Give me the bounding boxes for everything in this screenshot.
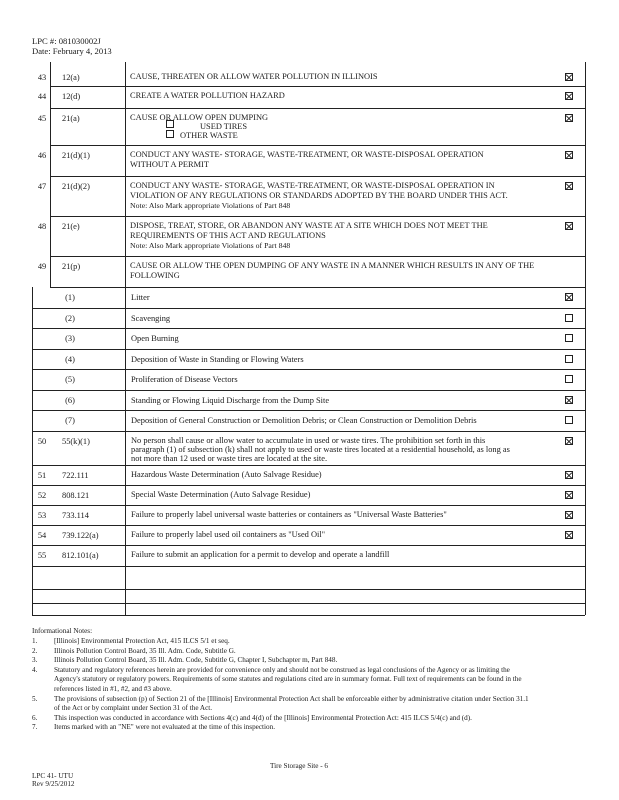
row-number: 55 [37, 551, 47, 560]
subrow-description: Proliferation of Disease Vectors [131, 375, 238, 384]
row-description: No person shall cause or allow water to accumulate in used or waste tires. The prohibition set forth in this [131, 436, 486, 445]
section-ref: 739.122(a) [62, 531, 99, 540]
section-ref: 722.111 [62, 471, 89, 480]
subrow-number: (5) [65, 375, 75, 384]
row-description: CAUSE, THREATEN OR ALLOW WATER POLLUTION IN ILLINOIS [130, 72, 378, 81]
row-divider [32, 390, 585, 391]
row-divider [50, 287, 585, 288]
row-number: 43 [37, 73, 47, 82]
note-text: The provisions of subsection (p) of Section 21 of the [Illinois] Environmental Protection Act shall be enforceable either by administrative citation under Section 31.1 [54, 694, 529, 703]
row-number: 46 [37, 151, 47, 160]
section-ref: 21(p) [62, 262, 81, 271]
row-divider [32, 308, 585, 309]
checkbox[interactable] [565, 92, 573, 100]
section-ref: 21(e) [62, 222, 80, 231]
section-ref: 21(d)(1) [62, 151, 90, 160]
row-divider [50, 256, 585, 257]
row-description: CAUSE OR ALLOW THE OPEN DUMPING OF ANY WASTE IN A MANNER WHICH RESULTS IN ANY OF THE [130, 261, 535, 270]
header-date: Date: February 4, 2013 [32, 46, 112, 56]
row-description-cont: FOLLOWING [130, 271, 180, 280]
checkbox[interactable] [565, 293, 573, 301]
column-divider [585, 62, 586, 615]
row-description-cont: paragraph (1) of subsection (k) shall not apply to used or waste tires located at a residential household, as long as [131, 445, 510, 454]
note-number: 4. [32, 665, 38, 674]
footer-page: Tire Storage Site - 6 [270, 762, 329, 770]
row-number: 48 [37, 222, 47, 231]
note-text: Statutory and regulatory references herein are provided for convenience only and should not be construed as legal conclusions of the Agency or as limiting the [54, 665, 510, 674]
row-divider [32, 328, 585, 329]
checkbox[interactable] [565, 314, 573, 322]
row-number: 44 [37, 92, 47, 101]
section-ref: 12(d) [62, 92, 81, 101]
row-divider [32, 410, 585, 411]
footer-rev: Rev 9/25/2012 [32, 780, 75, 788]
row-divider [32, 615, 585, 616]
row-description: Failure to properly label universal waste batteries or containers as "Universal Waste Batteries" [131, 510, 447, 519]
checkbox[interactable] [565, 531, 573, 539]
row-number: 47 [37, 182, 47, 191]
checkbox[interactable] [565, 471, 573, 479]
section-ref: 733.114 [62, 511, 89, 520]
row-description-cont: VIOLATION OF ANY REGULATIONS OR STANDARDS ADOPTED BY THE BOARD UNDER THIS ACT. [130, 191, 508, 200]
note-text: Items marked with an "NE" were not evaluated at the time of this inspection. [54, 723, 276, 732]
row-description: Failure to submit an application for a permit to develop and operate a landfill [131, 550, 390, 559]
row-note: Note: Also Mark appropriate Violations of Part 848 [130, 201, 291, 210]
note-number: 3. [32, 656, 38, 665]
row-divider [50, 86, 585, 87]
row-divider [32, 505, 585, 506]
subrow-number: (4) [65, 354, 75, 364]
subrow-number: (7) [65, 416, 75, 425]
section-ref: 21(d)(2) [62, 182, 90, 191]
row-description: Hazardous Waste Determination (Auto Salvage Residue) [131, 470, 322, 479]
subrow-number: (3) [65, 334, 75, 343]
checkbox[interactable] [565, 375, 573, 383]
row-description: CREATE A WATER POLLUTION HAZARD [130, 91, 285, 100]
subrow-description: Litter [131, 293, 150, 302]
note-number: 2. [32, 646, 38, 655]
sub-option-used-tires: USED TIRES [200, 122, 248, 131]
row-divider [50, 176, 585, 177]
column-divider [50, 62, 51, 287]
row-description: CONDUCT ANY WASTE- STORAGE, WASTE-TREATMENT, OR WASTE-DISPOSAL OPERATION [130, 150, 484, 159]
row-divider [32, 349, 585, 350]
subrow-description: Deposition of Waste in Standing or Flowing Waters [131, 354, 304, 364]
section-ref: 12(a) [62, 73, 80, 82]
column-divider [125, 62, 126, 615]
row-divider [50, 216, 585, 217]
note-text: Illinois Pollution Control Board, 35 Ill. Adm. Code, Subtitle G. [54, 646, 236, 655]
subrow-number: (1) [65, 293, 75, 302]
row-divider [32, 431, 585, 432]
checkbox[interactable] [565, 151, 573, 159]
row-description-cont: WITHOUT A PERMIT [130, 160, 209, 169]
notes-title: Informational Notes: [32, 627, 93, 635]
row-note: Note: Also Mark appropriate Violations of Part 848 [130, 241, 291, 250]
row-number: 45 [37, 114, 47, 123]
note-number: 5. [32, 694, 38, 703]
header-lpc: LPC #: 081030002J [32, 36, 101, 46]
note-text: Illinois Pollution Control Board, 35 Ill. Adm. Code, Subtitle G, Chapter I, Subchapter m, Part 848. [54, 656, 338, 665]
note-text: [Illinois] Environmental Protection Act, 415 ILCS 5/1 et seq. [54, 637, 230, 645]
subrow-description: Deposition of General Construction or Demolition Debris; or Clean Construction or Demolition Debris [131, 416, 477, 425]
note-text: Agency's statutory or regulatory powers. Requirements of some statutes and regulations cited are in summary format. Full text of requirements can be found in the [54, 675, 522, 684]
checkbox[interactable] [565, 416, 573, 424]
row-description: Failure to properly label used oil containers as "Used Oil" [131, 530, 326, 539]
checkbox[interactable] [565, 222, 573, 230]
checkbox[interactable] [565, 182, 573, 190]
note-text: of the Act or by complaint under Section 31 of the Act. [54, 704, 213, 713]
row-description: DISPOSE, TREAT, STORE, OR ABANDON ANY WASTE AT A SITE WHICH DOES NOT MEET THE [130, 221, 488, 230]
row-description: CONDUCT ANY WASTE- STORAGE, WASTE-TREATMENT, OR WASTE-DISPOSAL OPERATION IN [130, 181, 495, 190]
section-ref: 812.101(a) [62, 551, 99, 560]
section-ref: 55(k)(1) [62, 437, 90, 446]
row-number: 49 [37, 262, 47, 271]
row-number: 50 [37, 437, 47, 446]
row-divider [32, 566, 585, 567]
checkbox[interactable] [565, 334, 573, 342]
subrow-description: Standing or Flowing Liquid Discharge from the Dump Site [131, 395, 330, 405]
note-number: 7. [32, 723, 38, 732]
checkbox[interactable] [565, 437, 573, 445]
row-divider [32, 525, 585, 526]
row-divider [32, 589, 585, 590]
column-divider [32, 287, 33, 615]
subrow-number: (2) [65, 313, 75, 323]
note-text: references listed in #1, #2, and #3 above. [54, 685, 172, 693]
checkbox[interactable] [565, 491, 573, 499]
row-number: 53 [37, 511, 47, 520]
row-number: 51 [37, 471, 47, 480]
checkbox[interactable] [565, 396, 573, 404]
row-description: CAUSE OR ALLOW OPEN DUMPING [130, 113, 269, 122]
row-divider [32, 465, 585, 466]
note-number: 1. [32, 637, 38, 645]
row-number: 54 [37, 531, 47, 540]
checkbox[interactable] [565, 73, 573, 81]
row-divider [32, 545, 585, 546]
section-ref: 21(a) [62, 114, 80, 123]
footer-form: LPC 41- UTU [32, 772, 74, 780]
subrow-number: (6) [65, 395, 75, 405]
row-description-cont: not more than 12 used or waste tires are located at the site. [131, 454, 328, 463]
sub-option-other-waste: OTHER WASTE [180, 131, 238, 140]
row-divider [32, 485, 585, 486]
checkbox[interactable] [166, 120, 174, 128]
subrow-description: Open Burning [131, 334, 179, 343]
checkbox[interactable] [565, 511, 573, 519]
checkbox[interactable] [565, 114, 573, 122]
row-description-cont: REQUIREMENTS OF THIS ACT AND REGULATIONS [130, 231, 326, 240]
row-divider [50, 108, 585, 109]
checkbox[interactable] [565, 355, 573, 363]
row-divider [32, 603, 585, 604]
row-divider [32, 369, 585, 370]
row-divider [50, 145, 585, 146]
note-text: This inspection was conducted in accordance with Sections 4(c) and 4(d) of the [Illinois] Environmental Protection Act: 415 ILCS 5/4(c) and (d). [54, 713, 472, 722]
subrow-description: Scavenging [131, 313, 171, 323]
row-number: 52 [37, 491, 47, 500]
section-ref: 808.121 [62, 491, 90, 500]
row-description: Special Waste Determination (Auto Salvage Residue) [131, 490, 311, 499]
checkbox[interactable] [166, 130, 174, 138]
note-number: 6. [32, 713, 38, 722]
